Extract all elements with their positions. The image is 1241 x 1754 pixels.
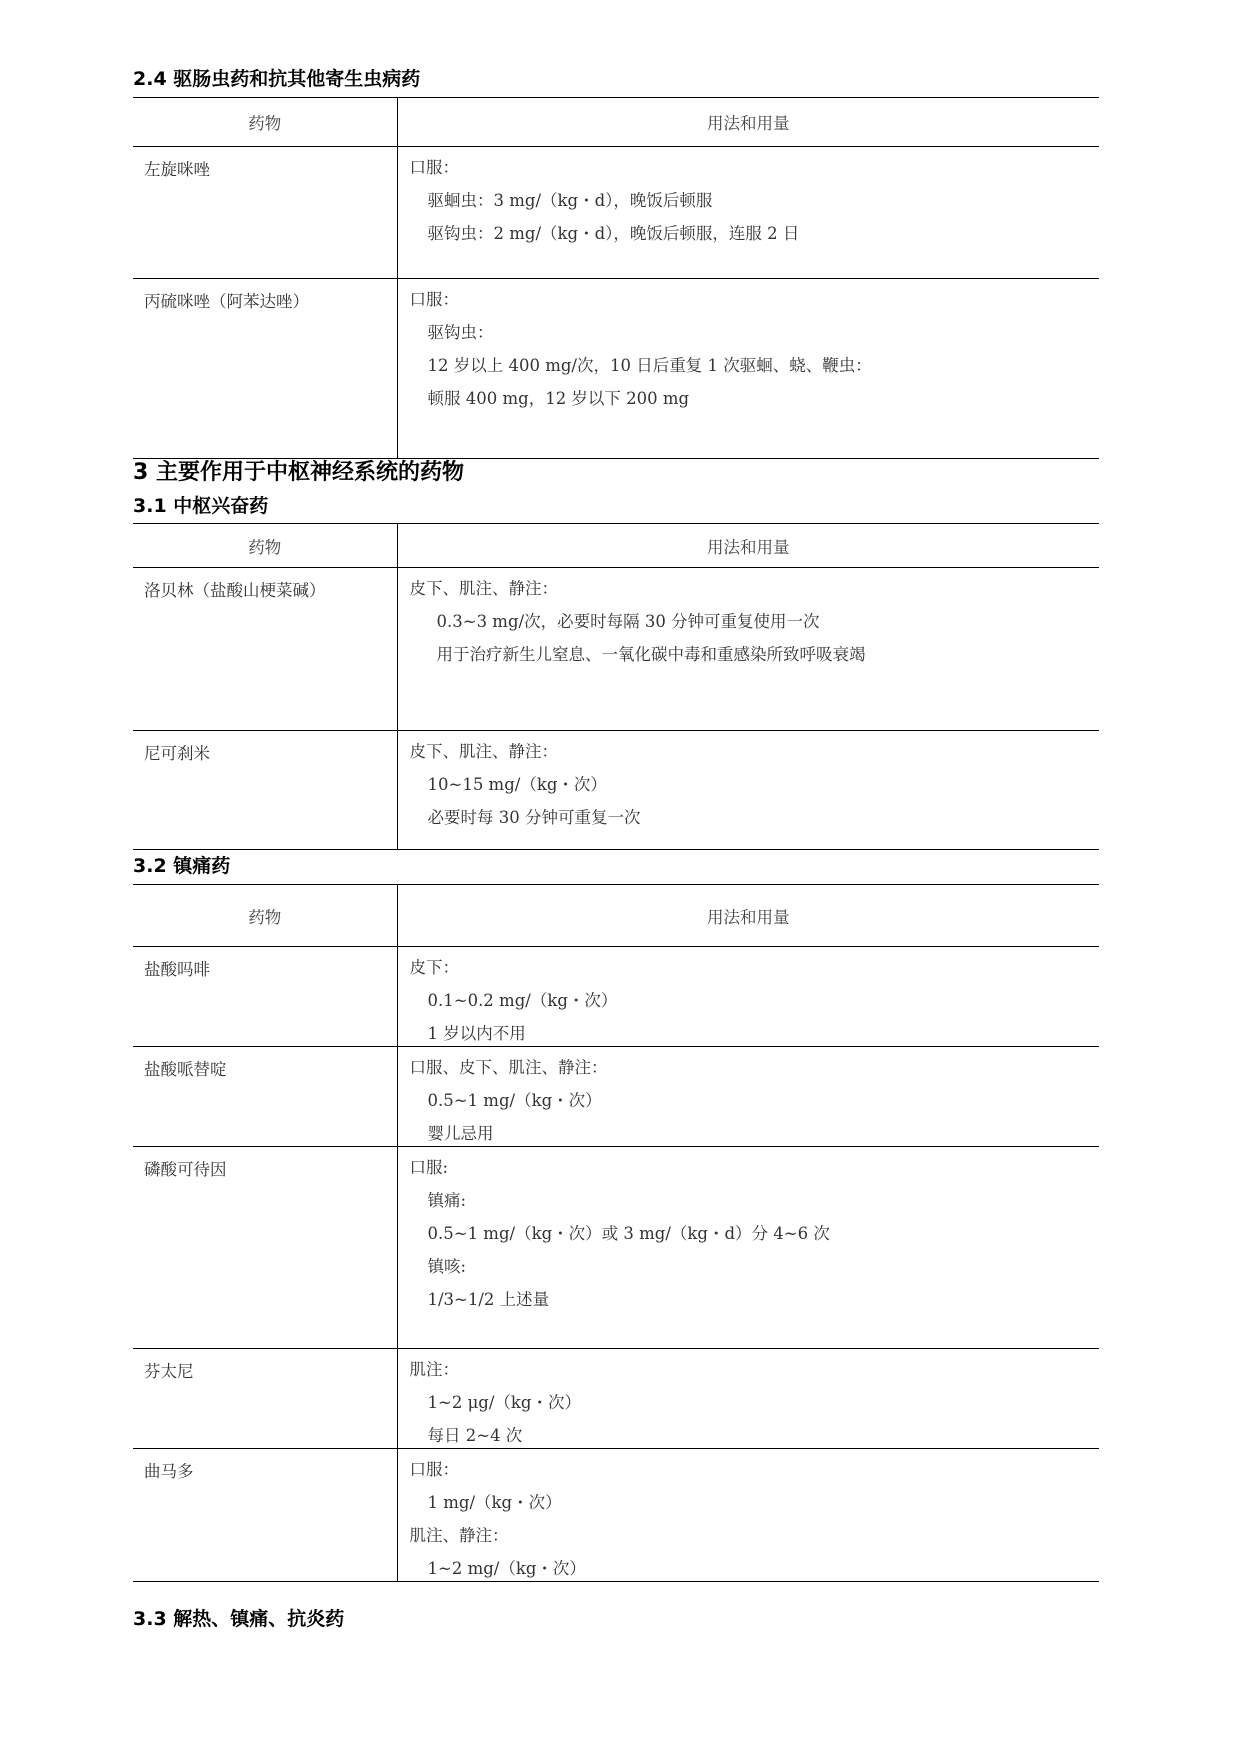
drug-name: 洛贝林（盐酸山梗菜碱） [144, 581, 326, 600]
dosage-line: 口服： [409, 1460, 459, 1479]
column-header-drug: 药物 [133, 885, 397, 947]
dosage-line: 口服: [409, 1158, 449, 1177]
drug-table-3-2 [133, 884, 1099, 1582]
dosage-line: 驱钩虫：2 mg/（kg・d），晚饭后顿服，连服 2 日 [427, 224, 800, 243]
column-header-drug: 药物 [133, 98, 397, 147]
column-header-drug: 药物 [133, 524, 397, 568]
dosage-line: 必要时每 30 分钟可重复一次 [427, 808, 641, 827]
drug-table-3-1 [133, 523, 1099, 850]
dosage-line: 12 岁以上 400 mg/次，10 日后重复 1 次驱蛔、蛲、鞭虫： [427, 356, 872, 375]
drug-name: 尼可刹米 [144, 744, 210, 763]
drug-name: 曲马多 [144, 1462, 194, 1481]
dosage-line: 婴儿忌用 [427, 1124, 494, 1143]
drug-name: 磷酸可待因 [144, 1160, 227, 1179]
dosage-line: 10~15 mg/（kg・次） [427, 775, 607, 794]
drug-name: 盐酸哌替啶 [144, 1060, 227, 1079]
dosage-line: 驱钩虫： [427, 323, 494, 342]
dosage-line: 镇咳: [427, 1257, 467, 1276]
section-heading-2-4: 2.4 驱肠虫药和抗其他寄生虫病药 [133, 68, 421, 90]
drug-name: 丙硫咪唑（阿苯达唑） [144, 292, 309, 311]
dosage-line: 驱蛔虫：3 mg/（kg・d），晚饭后顿服 [427, 191, 713, 210]
table-row [133, 147, 1099, 279]
drug-name: 盐酸吗啡 [144, 960, 210, 979]
dosage-line: 肌注： [409, 1360, 459, 1379]
dosage-line: 顿服 400 mg，12 岁以下 200 mg [427, 389, 690, 408]
dosage-block [398, 1449, 1100, 1581]
dosage-line: 口服、皮下、肌注、静注： [409, 1058, 608, 1077]
dosage-line: 0.5~1 mg/（kg・次）或 3 mg/（kg・d）分 4~6 次 [427, 1224, 830, 1243]
dosage-line: 0.3~3 mg/次，必要时每隔 30 分钟可重复使用一次 [436, 612, 820, 631]
dosage-line: 用于治疗新生儿窒息、一氧化碳中毒和重感染所致呼吸衰竭 [436, 645, 866, 664]
table-row [133, 1349, 1099, 1449]
dosage-line: 1 岁以内不用 [427, 1024, 526, 1043]
dosage-block [398, 1349, 1100, 1448]
dosage-block [398, 568, 1100, 676]
drug-name: 芬太尼 [144, 1362, 194, 1381]
section-heading-3-3: 3.3 解热、镇痛、抗炎药 [133, 1608, 345, 1630]
dosage-line: 镇痛: [427, 1191, 467, 1210]
dosage-block [398, 947, 1100, 1046]
dosage-line: 皮下、肌注、静注： [409, 742, 558, 761]
column-header-usage: 用法和用量 [397, 885, 1099, 947]
dosage-block [398, 731, 1100, 839]
dosage-line: 1 mg/（kg・次） [427, 1493, 562, 1512]
dosage-line: 0.1~0.2 mg/（kg・次） [427, 991, 618, 1010]
table-row [133, 1449, 1099, 1582]
table-row [133, 731, 1099, 850]
section-heading-3: 3 主要作用于中枢神经系统的药物 [133, 460, 464, 485]
table-row [133, 568, 1099, 731]
dosage-block [398, 1047, 1100, 1146]
dosage-line: 肌注、静注： [409, 1526, 509, 1545]
dosage-line: 皮下： [409, 958, 459, 977]
dosage-block [398, 147, 1100, 255]
dosage-line: 皮下、肌注、静注： [409, 579, 558, 598]
column-header-usage: 用法和用量 [397, 524, 1099, 568]
column-header-usage: 用法和用量 [397, 98, 1099, 147]
dosage-line: 1~2 mg/（kg・次） [427, 1559, 586, 1578]
dosage-line: 口服： [409, 158, 459, 177]
dosage-block [398, 1147, 1100, 1321]
table-row [133, 279, 1099, 459]
dosage-line: 口服： [409, 290, 459, 309]
dosage-line: 0.5~1 mg/（kg・次） [427, 1091, 602, 1110]
drug-name: 左旋咪唑 [144, 160, 210, 179]
dosage-line: 每日 2~4 次 [427, 1426, 523, 1445]
dosage-line: 1/3~1/2 上述量 [427, 1290, 550, 1309]
section-heading-3-2: 3.2 镇痛药 [133, 855, 231, 877]
dosage-block [398, 279, 1100, 420]
drug-table-2-4 [133, 97, 1099, 459]
section-heading-3-1: 3.1 中枢兴奋药 [133, 495, 269, 517]
table-row [133, 947, 1099, 1047]
table-row [133, 1047, 1099, 1147]
table-row [133, 1147, 1099, 1349]
dosage-line: 1~2 μg/（kg・次） [427, 1393, 581, 1412]
